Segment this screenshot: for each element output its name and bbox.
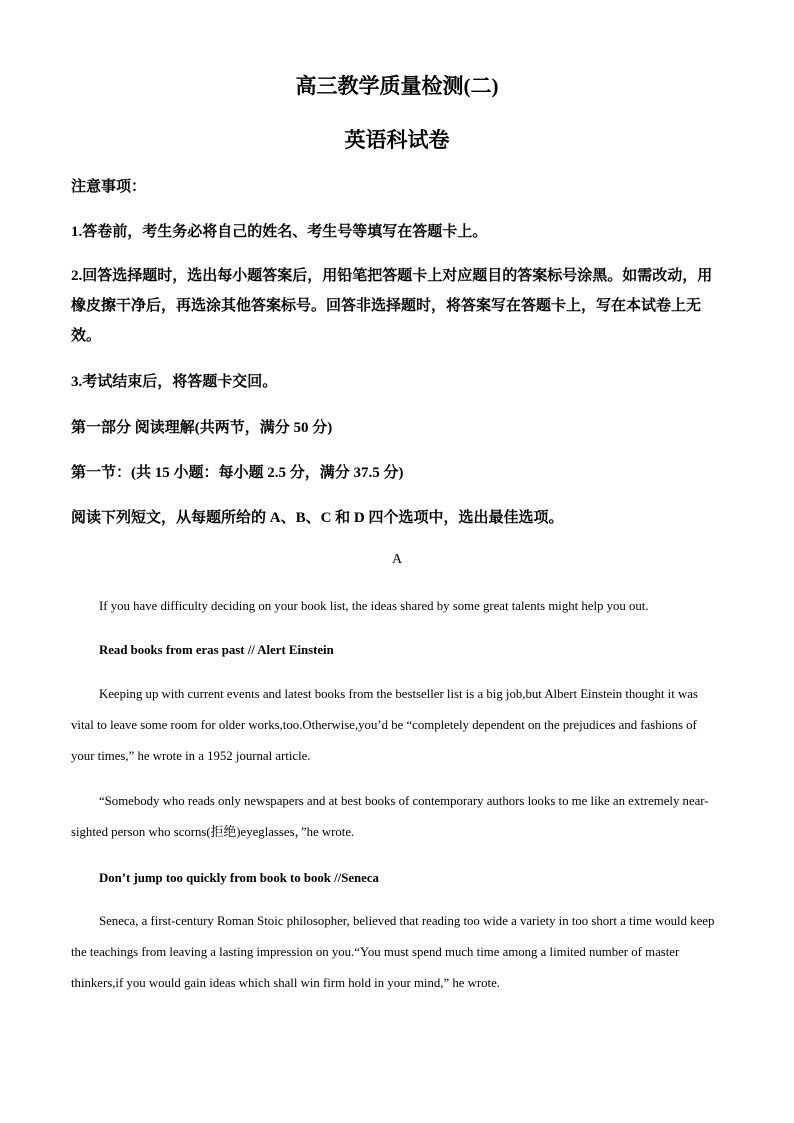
page-title: 高三教学质量检测(二) — [295, 74, 499, 98]
notice-heading: 注意事项： — [71, 179, 147, 195]
notice-item-1: 1.答卷前，考生务必将自己的姓名、考生号等填写在答题卡上。 — [71, 224, 488, 240]
passage-intro: If you have difficulty deciding on your book list, the ideas shared by some great talents might help you out. — [99, 599, 649, 613]
passage-paragraph-1: Keeping up with current events and latest books from the bestseller list is a big job,but Albert Einstein thought it was vital to leave some room for older works,too.Otherwise,you’d be “completely dependent on the prejudices and fashions of your times,” he wrote in a 1952 journal article. — [71, 687, 698, 763]
passage-label: A — [391, 552, 403, 567]
part-heading: 第一部分 阅读理解(共两节，满分 50 分) — [71, 420, 333, 436]
passage-paragraph-3: Seneca, a first-century Roman Stoic philosopher, believed that reading too wide a variety in too short a time would keep the teachings from leaving a lasting impression on you.“You must spend much time among a limited number of master thinkers,if you would gain ideas which shall win firm hold in your mind,” he wrote. — [71, 914, 715, 990]
notice-item-2: 2.回答选择题时，选出每小题答案后，用铅笔把答题卡上对应题目的答案标号涂黑。如需改动，用橡皮擦干净后，再选涂其他答案标号。回答非选择题时，将答案写在答题卡上，写在本试卷上无效。 — [71, 268, 713, 344]
section-heading: 第一节：(共 15 小题：每小题 2.5 分，满分 37.5 分) — [71, 465, 404, 481]
passage-heading-1: Read books from eras past // Alert Einstein — [99, 643, 334, 657]
notice-item-3: 3.考试结束后，将答题卡交回。 — [71, 374, 278, 390]
page-subtitle: 英语科试卷 — [344, 128, 450, 152]
passage-heading-2: Don’t jump too quickly from book to book //Seneca — [99, 871, 379, 885]
instruction-text: 阅读下列短文，从每题所给的 A、B、C 和 D 四个选项中，选出最佳选项。 — [71, 510, 564, 526]
passage-paragraph-2: “Somebody who reads only newspapers and at best books of contemporary authors looks to me like an extremely near-sighted person who scorns(拒绝)eyeglasses，”he wrote. — [71, 794, 709, 839]
